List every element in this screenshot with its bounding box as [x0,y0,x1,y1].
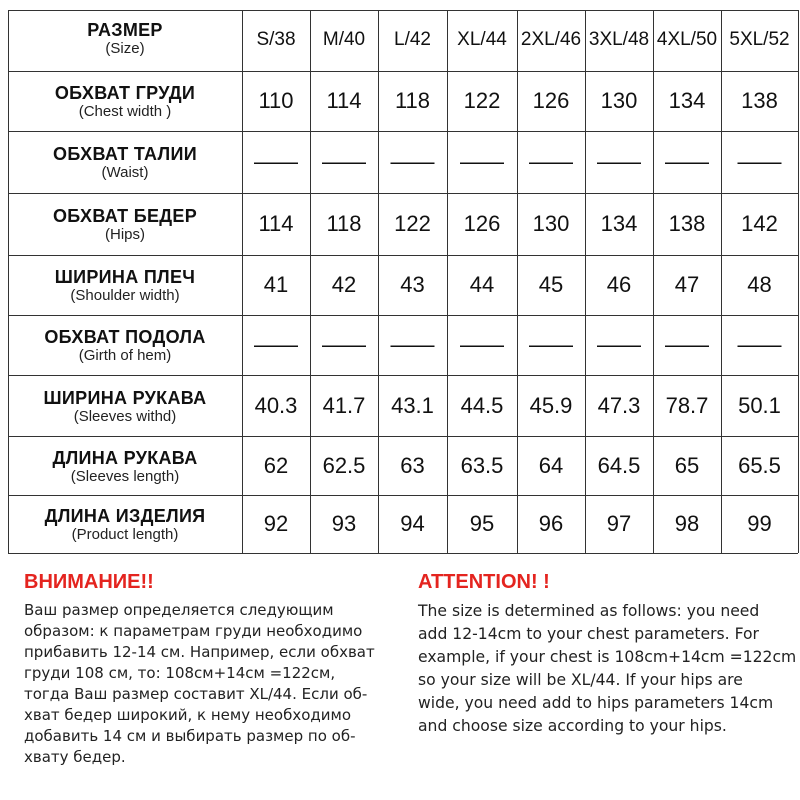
table-cell: 126 [463,211,501,236]
table-cell: 65.5 [738,452,781,478]
grid-line-horizontal [8,495,798,496]
table-cell: 134 [600,211,638,236]
row-label-ru: ДЛИНА РУКАВА [52,447,198,468]
table-cell: 126 [532,88,570,113]
row-label-en: (Waist) [101,164,149,181]
row-label [8,206,242,244]
notice-english-title: ATTENTION! ! [418,571,550,593]
table-cell: 64 [538,452,564,478]
table-cell: —— [737,149,782,174]
row-label [8,448,242,486]
row-label [8,144,242,182]
row-label-ru: ШИРИНА РУКАВА [43,387,207,408]
table-cell: 45 [538,272,564,297]
grid-line-horizontal [8,436,798,437]
table-cell: —— [597,332,641,357]
size-header-cell: 3XL/48 [588,29,650,50]
table-cell: —— [390,332,435,357]
table-cell: 142 [741,211,778,236]
table-cell: 44 [469,272,495,297]
table-cell: 47 [674,272,700,297]
table-cell: 48 [747,272,772,297]
table-cell: 46 [606,272,632,297]
row-label [8,83,242,121]
row-label [8,267,242,305]
row-label-en: (Sleeves length) [70,467,180,485]
table-cell: —— [737,332,782,357]
row-label-ru: ОБХВАТ ГРУДИ [54,83,196,103]
header-size-label-ru: РАЗМЕР [87,20,163,40]
table-cell: 64.5 [597,452,641,478]
row-label [8,506,242,544]
table-cell: 62 [263,452,289,478]
table-cell: 47.3 [597,392,641,418]
grid-line-horizontal [8,193,798,194]
row-label-ru: ДЛИНА ИЗДЕЛИЯ [44,506,206,526]
size-header-cell: S/38 [256,29,296,50]
row-label-ru: ОБХВАТ БЕДЕР [52,206,198,226]
table-cell: —— [665,149,709,174]
table-cell: 95 [469,511,495,536]
row-label [8,388,242,426]
table-cell: 50.1 [738,392,781,418]
table-cell: 97 [606,511,632,536]
row-label-en: (Girth of hem) [78,347,172,364]
table-cell: 138 [741,88,778,113]
notice-english-text: The size is determined as follows: you need add 12-14cm to your chest parameters. For example, if your chest is 108cm+14cm =122cm so your size will be XL/44. If your hips are wide, you need add to hips parameters 14cm and choose size according to your hips. [418,602,797,735]
table-cell: 130 [532,211,570,236]
table-cell: 44.5 [460,392,504,418]
table-cell: 63.5 [460,452,504,478]
table-cell: 99 [747,511,772,536]
row-label-ru: ОБХВАТ ПОДОЛА [44,327,206,347]
table-cell: 134 [668,88,706,113]
grid-line-horizontal [8,10,798,11]
row-label-ru: ОБХВАТ ТАЛИИ [53,144,197,164]
size-header-cell: M/40 [322,29,366,50]
table-cell: 114 [258,211,294,236]
table-cell: 63 [400,452,425,478]
grid-line-horizontal [8,315,798,316]
table-cell: 114 [326,88,362,113]
table-cell: 138 [668,211,706,236]
notices [0,560,800,800]
table-cell: 110 [258,88,294,113]
table-cell: 42 [331,272,357,297]
table-cell: 41 [263,272,289,297]
table-cell: 98 [674,511,700,536]
table-cell: —— [529,332,573,357]
grid-line-horizontal [8,375,798,376]
table-cell: —— [254,332,298,357]
size-header-cell: 4XL/50 [656,29,718,50]
row-label [8,327,242,365]
table-cell: 122 [394,211,431,236]
table-cell: —— [322,332,366,357]
row-label-ru: ШИРИНА ПЛЕЧ [54,267,196,287]
table-cell: 118 [394,88,431,113]
table-cell: 94 [400,511,425,536]
row-label-en: (Product length) [71,526,179,543]
table-cell: —— [665,332,709,357]
row-label-en: (Chest width ) [78,103,172,120]
row-label-en: (Shoulder width) [70,287,180,304]
size-header-cell: 2XL/46 [520,29,582,50]
table-cell: —— [597,149,641,174]
notice-english [418,568,800,738]
table-cell: —— [460,149,504,174]
notice-russian-title: ВНИМАНИЕ!! [24,571,154,593]
header-size-label-en: (Size) [105,40,145,57]
table-cell: 40.3 [254,392,298,418]
table-cell: 130 [600,88,638,113]
table-cell: 122 [463,88,501,113]
table-cell: —— [254,149,298,174]
table-cell: —— [390,149,435,174]
table-cell: 118 [326,211,362,236]
table-cell: 96 [538,511,564,536]
size-header-cell: XL/44 [457,29,507,50]
table-cell: 78.7 [665,392,709,418]
table-cell: —— [460,332,504,357]
table-cell: 62.5 [322,452,366,478]
grid-line-horizontal [8,553,798,554]
notice-russian-text: Ваш размер определяется следующим образом: к параметрам груди необходимо прибавить 12-14 см. Например, если обхват груди 108 см, то: 108см+14см =122см, тогда Ваш размер составит XL/44. Если об- хват бедер широкий, к нему необходимо добавить 14 см и выбирать размер по об- хвату бедер. [24,601,375,766]
table-cell: 45.9 [529,392,573,418]
table-cell: —— [529,149,573,174]
table-cell: 92 [263,511,289,536]
table-cell: 93 [331,511,357,536]
grid-line-vertical [798,10,799,553]
grid-line-horizontal [8,71,798,72]
row-label-en: (Hips) [105,226,145,243]
row-label-en: (Sleeves withd) [73,407,177,425]
table-cell: 65 [674,452,700,478]
header-size-label [8,20,242,58]
size-header-cell: L/42 [394,29,431,50]
table-cell: —— [322,149,366,174]
notice-russian [24,568,414,768]
grid-line-horizontal [8,131,798,132]
table-cell: 43.1 [391,392,434,418]
size-header-cell: 5XL/52 [729,29,790,50]
table-cell: 43 [400,272,425,297]
table-cell: 41.7 [322,392,366,418]
grid-line-horizontal [8,255,798,256]
